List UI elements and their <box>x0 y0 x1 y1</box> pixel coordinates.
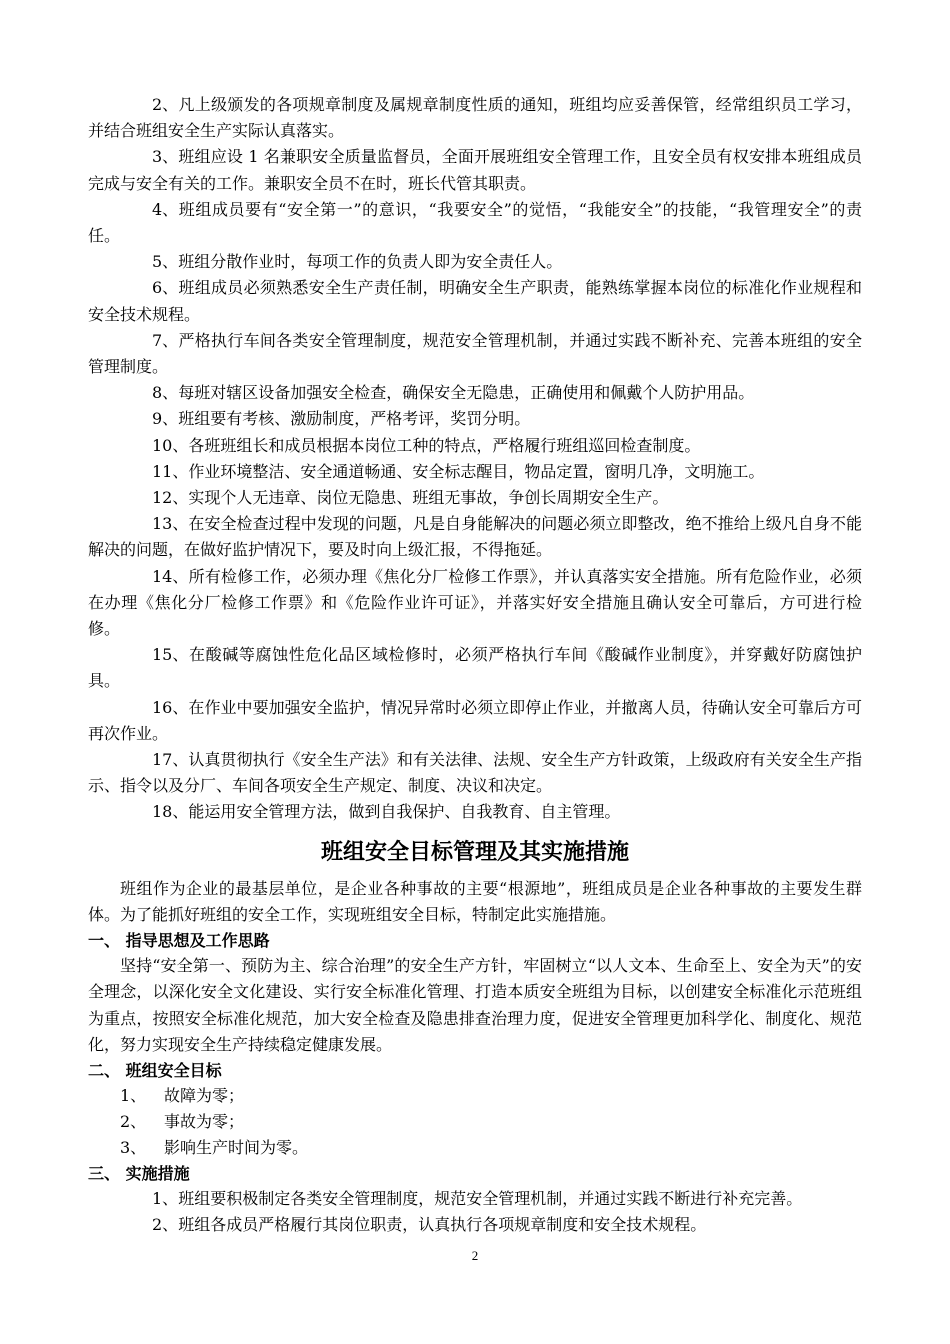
item-number: 7、 <box>152 330 179 350</box>
item-text: 故障为零； <box>164 1085 245 1105</box>
item-number: 14、 <box>152 566 189 586</box>
list-item <box>88 747 862 799</box>
item-text: 所有检修工作，必须办理《焦化分厂检修工作票》，并认真落实安全措施。所有危险作业，必须在办理《焦化分厂检修工作票》和《危险作业许可证》，并落实好安全措施且确认安全可靠后，方可进行检修。 <box>88 566 862 639</box>
list-item <box>88 197 862 249</box>
item-text: 班组要有考核、激励制度，严格考评，奖罚分明。 <box>178 409 531 429</box>
list-item <box>88 1135 862 1161</box>
list-item <box>88 511 862 563</box>
guiding-paragraph: 坚持“安全第一、预防为主、综合治理”的安全生产方针，牢固树立“以人文本、生命至上、安全为天”的安全理念，以深化安全文化建设、实行安全标准化管理、打造本质安全班组为目标，以创建安全标准化示范班组为重点，按照安全标准化规范，加大安全检查及隐患排查治理力度，促进安全管理更加科学化、制度化、规范化，努力实现安全生产持续稳定健康发展。 <box>88 956 862 1054</box>
list-item <box>88 433 862 459</box>
item-number: 8、 <box>152 383 179 403</box>
item-text: 认真贯彻执行《安全生产法》和有关法律、法规、安全生产方针政策，上级政府有关安全生产指示、指令以及分厂、车间各项安全生产规定、制度、决议和决定。 <box>88 750 862 796</box>
item-text: 影响生产时间为零。 <box>164 1137 309 1157</box>
item-text: 班组应设 1 名兼职安全质量监督员，全面开展班组安全管理工作，且安全员有权安排本班组成员完成与安全有关的工作。兼职安全员不在时，班长代管其职责。 <box>88 147 862 193</box>
item-number: 16、 <box>152 697 189 717</box>
item-number: 4、 <box>152 199 179 219</box>
intro-paragraph: 班组作为企业的最基层单位，是企业各种事故的主要“根源地”，班组成员是企业各种事故的主要发生群体。为了能抓好班组的安全工作，实现班组安全目标，特制定此实施措施。 <box>88 878 862 924</box>
item-text: 班组分散作业时，每项工作的负责人即为安全责任人。 <box>178 252 563 272</box>
item-text: 班组各成员严格履行其岗位职责，认真执行各项规章制度和安全技术规程。 <box>178 1215 707 1235</box>
item-number: 2、 <box>152 95 179 114</box>
item-number: 11、 <box>152 461 189 481</box>
list-item <box>88 249 862 275</box>
list-item <box>88 328 862 380</box>
list-item <box>88 1212 862 1238</box>
item-number: 2、 <box>152 1215 179 1235</box>
item-text: 严格执行车间各类安全管理制度，规范安全管理机制，并通过实践不断补充、完善本班组的安全管理制度。 <box>88 330 862 377</box>
list-item <box>88 406 862 432</box>
item-number: 2、 <box>120 1111 147 1131</box>
page-number: 2 <box>471 1248 479 1263</box>
item-text: 在作业中要加强安全监护，情况异常时必须立即停止作业，并撤离人员，待确认安全可靠后方可再次作业。 <box>88 697 862 743</box>
list-item <box>88 695 862 747</box>
item-number: 15、 <box>152 645 189 665</box>
item-text: 作业环境整洁、安全通道畅通、安全标志醒目，物品定置，窗明几净，文明施工。 <box>188 461 765 481</box>
goals-list <box>88 1083 862 1161</box>
item-text: 实现个人无违章、岗位无隐患、班组无事故，争创长周期安全生产。 <box>188 488 669 508</box>
item-number: 10、 <box>152 435 189 455</box>
heading-guiding-principles: 一、 指导思想及工作思路 <box>88 931 270 951</box>
item-number: 5、 <box>152 252 179 272</box>
item-number: 1、 <box>120 1085 147 1105</box>
list-item <box>88 92 862 144</box>
page-content <box>88 92 862 1238</box>
item-text: 事故为零； <box>164 1111 245 1131</box>
item-number: 12、 <box>152 488 189 508</box>
list-item <box>88 799 862 825</box>
list-item <box>88 380 862 406</box>
item-text: 凡上级颁发的各项规章制度及属规章制度性质的通知，班组均应妥善保管，经常组织员工学习，并结合班组安全生产实际认真落实。 <box>88 95 862 141</box>
measures-list <box>88 1186 862 1238</box>
heading-measures: 三、 实施措施 <box>88 1163 190 1183</box>
item-number: 13、 <box>152 514 189 534</box>
list-item <box>88 275 862 327</box>
item-number: 17、 <box>152 750 189 770</box>
list-item <box>88 459 862 485</box>
list-item <box>88 1109 862 1135</box>
item-number: 6、 <box>152 278 179 298</box>
item-number: 18、 <box>152 802 189 822</box>
section-title: 班组安全目标管理及其实施措施 <box>320 839 629 865</box>
list-item <box>88 144 862 196</box>
item-text: 每班对辖区设备加强安全检查，确保安全无隐患，正确使用和佩戴个人防护用品。 <box>178 383 755 403</box>
item-number: 3、 <box>120 1137 147 1157</box>
item-text: 在安全检查过程中发现的问题，凡是自身能解决的问题必须立即整改，绝不推给上级凡自身不能解决的问题，在做好监护情况下，要及时向上级汇报，不得拖延。 <box>88 514 862 560</box>
item-text: 班组成员要有“安全第一”的意识，“我要安全”的觉悟，“我能安全”的技能，“我管理安全”的责任。 <box>88 199 862 246</box>
list-item <box>88 642 862 694</box>
item-text: 在酸碱等腐蚀性危化品区域检修时，必须严格执行车间《酸碱作业制度》，并穿戴好防腐蚀护具。 <box>88 645 862 691</box>
list-item <box>88 564 862 643</box>
list-item <box>88 485 862 511</box>
item-number: 1、 <box>152 1188 179 1208</box>
list-item <box>88 1186 862 1212</box>
rules-list <box>88 92 862 826</box>
item-text: 班组要积极制定各类安全管理制度，规范安全管理机制，并通过实践不断进行补充完善。 <box>178 1188 803 1208</box>
item-text: 各班班组长和成员根据本岗位工种的特点，严格履行班组巡回检查制度。 <box>188 435 701 455</box>
heading-safety-goals: 二、 班组安全目标 <box>88 1060 222 1080</box>
list-item <box>88 1083 862 1109</box>
item-number: 9、 <box>152 409 179 429</box>
item-number: 3、 <box>152 147 179 167</box>
item-text: 班组成员必须熟悉安全生产责任制，明确安全生产职责，能熟练掌握本岗位的标准化作业规程和安全技术规程。 <box>88 278 862 324</box>
item-text: 能运用安全管理方法，做到自我保护、自我教育、自主管理。 <box>188 802 621 822</box>
